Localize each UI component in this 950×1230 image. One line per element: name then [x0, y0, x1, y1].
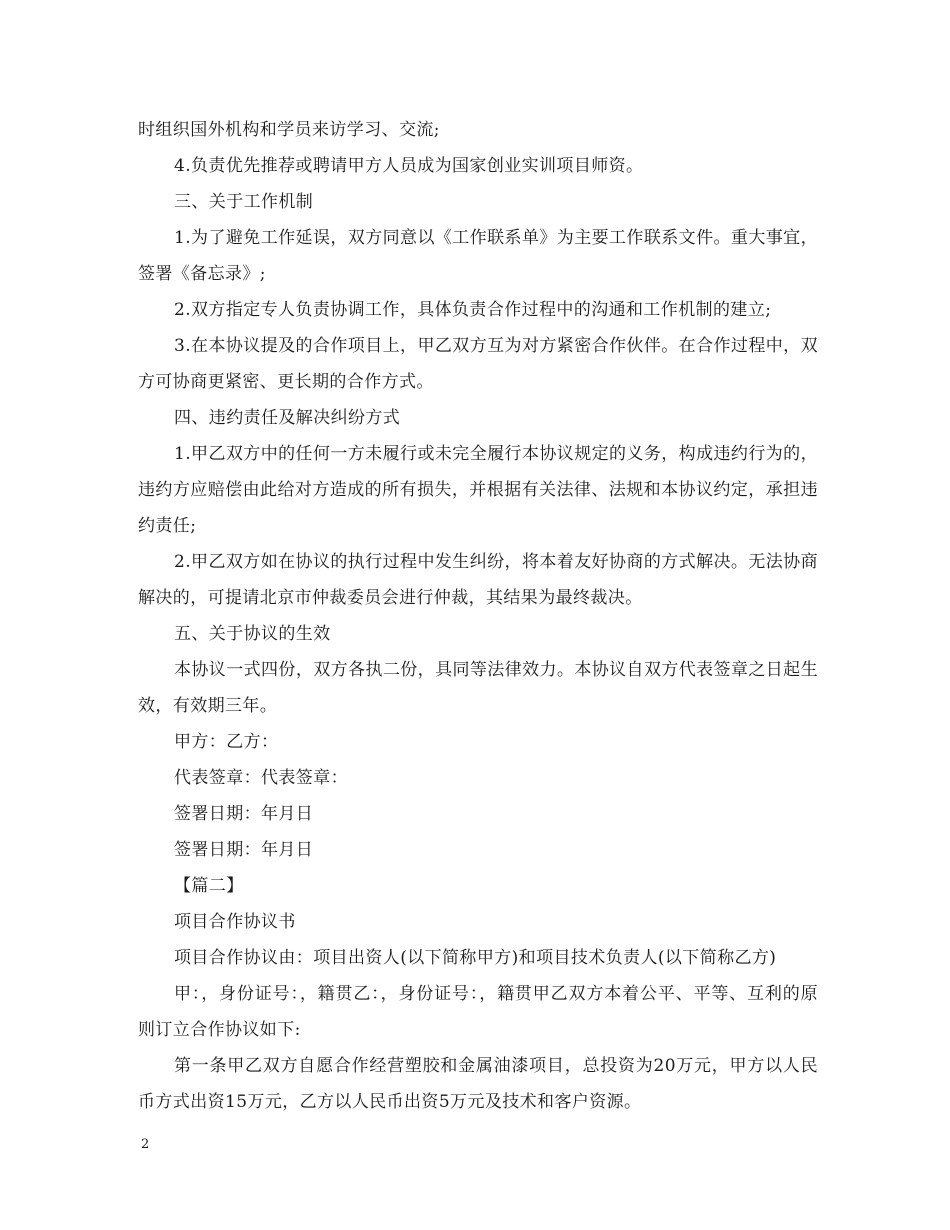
- paragraph-4: 1.为了避免工作延误，双方同意以《工作联系单》为主要工作联系文件。重大事宜，签署《备忘录》;: [138, 228, 818, 284]
- signature-date-1: 签署日期：年月日: [174, 804, 314, 824]
- agreement-title: 项目合作协议书: [174, 912, 296, 932]
- section-heading-liability: 四、违约责任及解决纠纷方式: [174, 408, 401, 428]
- part-two-marker: 【篇二】: [174, 876, 244, 896]
- signature-date-2: 签署日期：年月日: [174, 840, 314, 860]
- signature-representatives: 代表签章：代表签章：: [174, 768, 348, 788]
- section-heading-work-mechanism: 三、关于工作机制: [174, 192, 314, 212]
- article-one: 第一条甲乙双方自愿合作经营塑胶和金属油漆项目，总投资为20万元，甲方以人民币方式出资15万元，乙方以人民币出资5万元及技术和客户资源。: [138, 1056, 818, 1112]
- paragraph-11: 本协议一式四份，双方各执二份，具同等法律效力。本协议自双方代表签章之日起生效，有效期三年。: [138, 660, 818, 716]
- paragraph-19: 甲：，身份证号：，籍贯乙：，身份证号：，籍贯甲乙双方本着公平、平等、互利的原则订立合作协议如下:: [138, 984, 818, 1040]
- document-body: [138, 112, 818, 1120]
- section-heading-effectiveness: 五、关于协议的生效: [174, 624, 331, 644]
- paragraph-1: 时组织国外机构和学员来访学习、交流;: [138, 120, 440, 140]
- paragraph-2: 4.负责优先推荐或聘请甲方人员成为国家创业实训项目师资。: [174, 156, 644, 176]
- paragraph-9: 2.甲乙双方如在协议的执行过程中发生纠纷，将本着友好协商的方式解决。无法协商解决的，可提请北京市仲裁委员会进行仲裁，其结果为最终裁决。: [138, 552, 818, 608]
- page-number: 2: [141, 1137, 150, 1152]
- paragraph-5: 2.双方指定专人负责协调工作，具体负责合作过程中的沟通和工作机制的建立;: [174, 300, 772, 320]
- paragraph-8: 1.甲乙双方中的任何一方未履行或未完全履行本协议规定的义务，构成违约行为的，违约方应赔偿由此给对方造成的所有损失，并根据有关法律、法规和本协议约定，承担违约责任;: [138, 444, 818, 536]
- paragraph-18: 项目合作协议由：项目出资人(以下简称甲方)和项目技术负责人(以下简称乙方): [174, 948, 777, 968]
- paragraph-6: 3.在本协议提及的合作项目上，甲乙双方互为对方紧密合作伙伴。在合作过程中，双方可协商更紧密、更长期的合作方式。: [138, 336, 818, 392]
- signature-parties: 甲方：乙方：: [174, 732, 279, 752]
